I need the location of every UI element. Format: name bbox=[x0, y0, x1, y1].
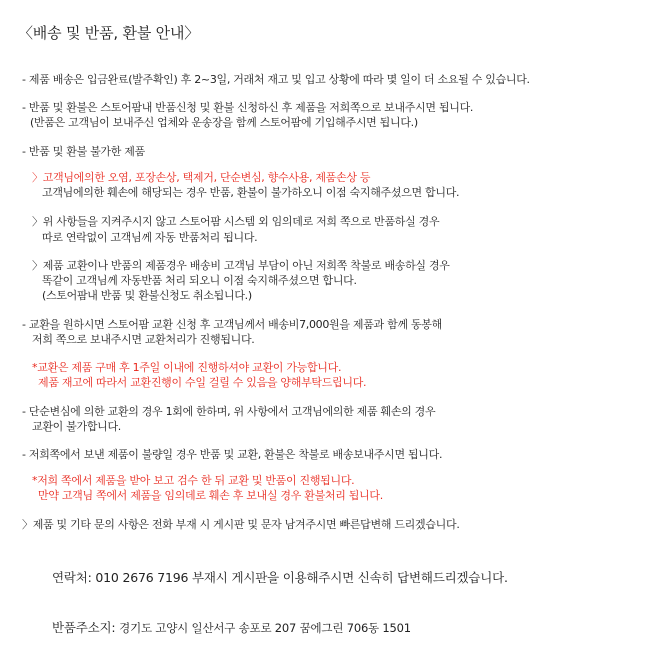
contact-line bbox=[52, 570, 508, 586]
defect-note-red-2: 만약 고객님 쪽에서 제품을 임의데로 훼손 후 보내실 경우 환불처리 됩니다. bbox=[38, 489, 383, 502]
case1-text: 고객님에의한 훼손에 해당되는 경우 반품, 환불이 불가하오니 이점 숙지해주셨으면 합니다. bbox=[42, 186, 460, 199]
case3-subtext: 똑같이 고객님께 자동반품 처리 되오니 이점 숙지해주셨으면 합니다. bbox=[42, 274, 357, 287]
page-title: 〈배송 및 반품, 환불 안내〉 bbox=[18, 24, 200, 42]
defect-text: - 저희쪽에서 보낸 제품이 불량일 경우 반품 및 교환, 환불은 착불로 배송보내주시면 됩니다. bbox=[22, 448, 443, 461]
case3-note: (스토어팜내 반품 및 환불신청도 취소됩니다.) bbox=[42, 289, 252, 302]
contact-text: 부재시 게시판을 이용해주시면 신속히 답변해드리겠습니다. bbox=[192, 570, 508, 585]
contact-label: 연락처: bbox=[52, 570, 92, 585]
return-refund-text: - 반품 및 환불은 스토어팜내 반품신청 및 환불 신청하신 후 제품을 저희쪽으로 보내주시면 됩니다. bbox=[22, 101, 474, 114]
not-possible-header: - 반품 및 환불 불가한 제품 bbox=[22, 145, 145, 158]
exchange-subtext: 저희 쪽으로 보내주시면 교환처리가 진행됩니다. bbox=[32, 333, 255, 346]
simple-change-text: - 단순변심에 의한 교환의 경우 1회에 한하며, 위 사항에서 고객님에의한 제품 훼손의 경우 bbox=[22, 405, 436, 418]
address-value: 경기도 고양시 일산서구 송포로 207 꿈에그린 706동 1501 bbox=[119, 621, 411, 635]
case2-subtext: 따로 연락없이 고객님께 자동 반품처리 됩니다. bbox=[42, 231, 258, 244]
case2-text: 〉위 사항들을 지켜주시지 않고 스토어팜 시스템 외 임의데로 저희 쪽으로 반품하실 경우 bbox=[32, 215, 440, 228]
other-inquiry-text: 〉제품 및 기타 문의 사항은 전화 부재 시 게시판 및 문자 남겨주시면 빠른답변해 드리겠습니다. bbox=[22, 518, 460, 531]
address-label: 반품주소지: bbox=[52, 620, 116, 635]
case3-text: 〉제품 교환이나 반품의 제품경우 배송비 고객님 부담이 아닌 저희쪽 착불로 배송하실 경우 bbox=[32, 259, 450, 272]
simple-change-subtext: 교환이 불가합니다. bbox=[32, 420, 122, 433]
defect-note-red: *저희 쪽에서 제품을 받아 보고 검수 한 뒤 교환 및 반품이 진행됩니다. bbox=[32, 474, 355, 487]
exchange-text: - 교환을 원하시면 스토어팜 교환 신청 후 고객님께서 배송비7,000원을 제품과 함께 동봉해 bbox=[22, 318, 442, 331]
contact-phone: 010 2676 7196 bbox=[95, 570, 189, 585]
exchange-note-red-2: 제품 재고에 따라서 교환진행이 수일 걸릴 수 있음을 양해부탁드립니다. bbox=[38, 376, 367, 389]
address-line bbox=[52, 620, 411, 636]
return-refund-note: (반품은 고객님이 보내주신 업체와 운송장을 함께 스토어팜에 기입해주시면 됩니다.) bbox=[30, 116, 418, 129]
exchange-note-red: *교환은 제품 구매 후 1주일 이내에 진행하셔야 교환이 가능합니다. bbox=[32, 361, 342, 374]
delivery-text: - 제품 배송은 입금완료(발주확인) 후 2~3일, 거래처 재고 및 입고 상황에 따라 몇 일이 더 소요될 수 있습니다. bbox=[22, 73, 530, 86]
case1-red-text: 〉고객님에의한 오염, 포장손상, 택제거, 단순변심, 향수사용, 제품손상 등 bbox=[32, 171, 371, 184]
